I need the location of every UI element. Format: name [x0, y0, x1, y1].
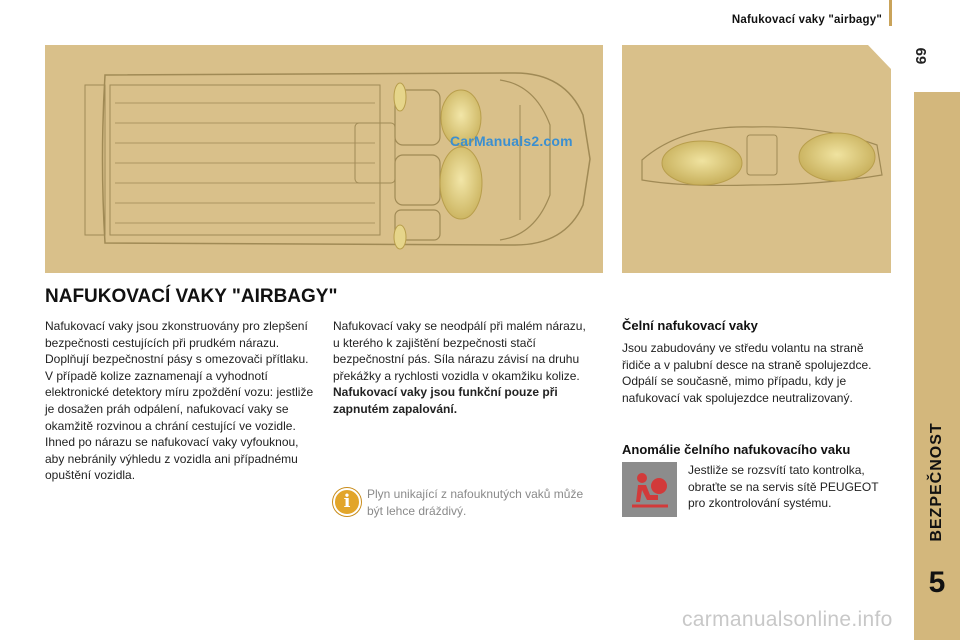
- van-top-view-figure: [45, 45, 603, 273]
- ignition-note: Nafukovací vaky jsou funkční pouze při zapnutém zapalování.: [333, 385, 558, 416]
- running-header: Nafukovací vaky "airbagy": [731, 14, 882, 26]
- dashboard-illustration: [622, 45, 891, 273]
- airbag-warning-icon: [628, 468, 672, 512]
- frontal-airbags-heading: Čelní nafukovací vaky: [622, 318, 758, 333]
- dashboard-figure: [622, 45, 891, 273]
- intro-paragraph-1: Nafukovací vaky jsou zkonstruovány pro zlepšení bezpečnosti cestujících při prudkém nárazu. Doplňují bezpečnostní pásy s omezovači přítlaku.: [45, 319, 309, 367]
- airbag-warning-lamp: [622, 462, 677, 517]
- header-rule: [889, 0, 892, 26]
- frontal-airbags-text: Jsou zabudovány ve středu volantu na straně řidiče a v palubní desce na straně spolujezdce. Odpálí se současně, mimo případu, kdy je nafukovací vak spolujezdce neutralizovaný.: [622, 341, 872, 405]
- airbag-fault-heading: Anomálie čelního nafukovacího vaku: [622, 442, 851, 457]
- info-icon: i: [333, 488, 361, 516]
- deployment-column: [333, 318, 591, 418]
- chapter-number: 5: [928, 566, 946, 599]
- intro-paragraph-2: V případě kolize zaznamenají a vyhodnotí elektronické detektory míru zpoždění vozu: jestliže je dosažen práh odpálení, nafukovací vaky se okamžitě rozvinou a chrání cestující ve vozidle. Ihned po nárazu se nafukovací vaky vyfouknou, aby nebránily výhledu z vozidla ani případnému opuštění vozidla.: [45, 368, 314, 483]
- intro-column: [45, 318, 315, 484]
- airbag-fault-text: Jestliže se rozsvítí tato kontrolka, obraťte se na servis sítě PEUGEOT pro zkontrolování systému.: [688, 463, 879, 511]
- info-note: [333, 486, 591, 530]
- van-top-view-illustration: [45, 45, 603, 273]
- chapter-tab-label: BEZPEČNOST: [928, 422, 945, 542]
- deployment-paragraph: Nafukovací vaky se neodpálí při malém nárazu, u kterého k zajištění bezpečnosti stačí bezpečnostní pás. Síla nárazu závisí na druhu překážky a rychlosti vozidla v okamžiku kolize.: [333, 319, 586, 383]
- figure-watermark: CarManuals2.com: [450, 133, 573, 149]
- page-number: 69: [912, 47, 929, 65]
- footer-watermark: carmanualsonline.info: [682, 608, 893, 631]
- info-text: Plyn unikající z nafouknutých vaků může být lehce dráždivý.: [367, 487, 584, 518]
- section-title: NAFUKOVACÍ VAKY "AIRBAGY": [45, 286, 338, 307]
